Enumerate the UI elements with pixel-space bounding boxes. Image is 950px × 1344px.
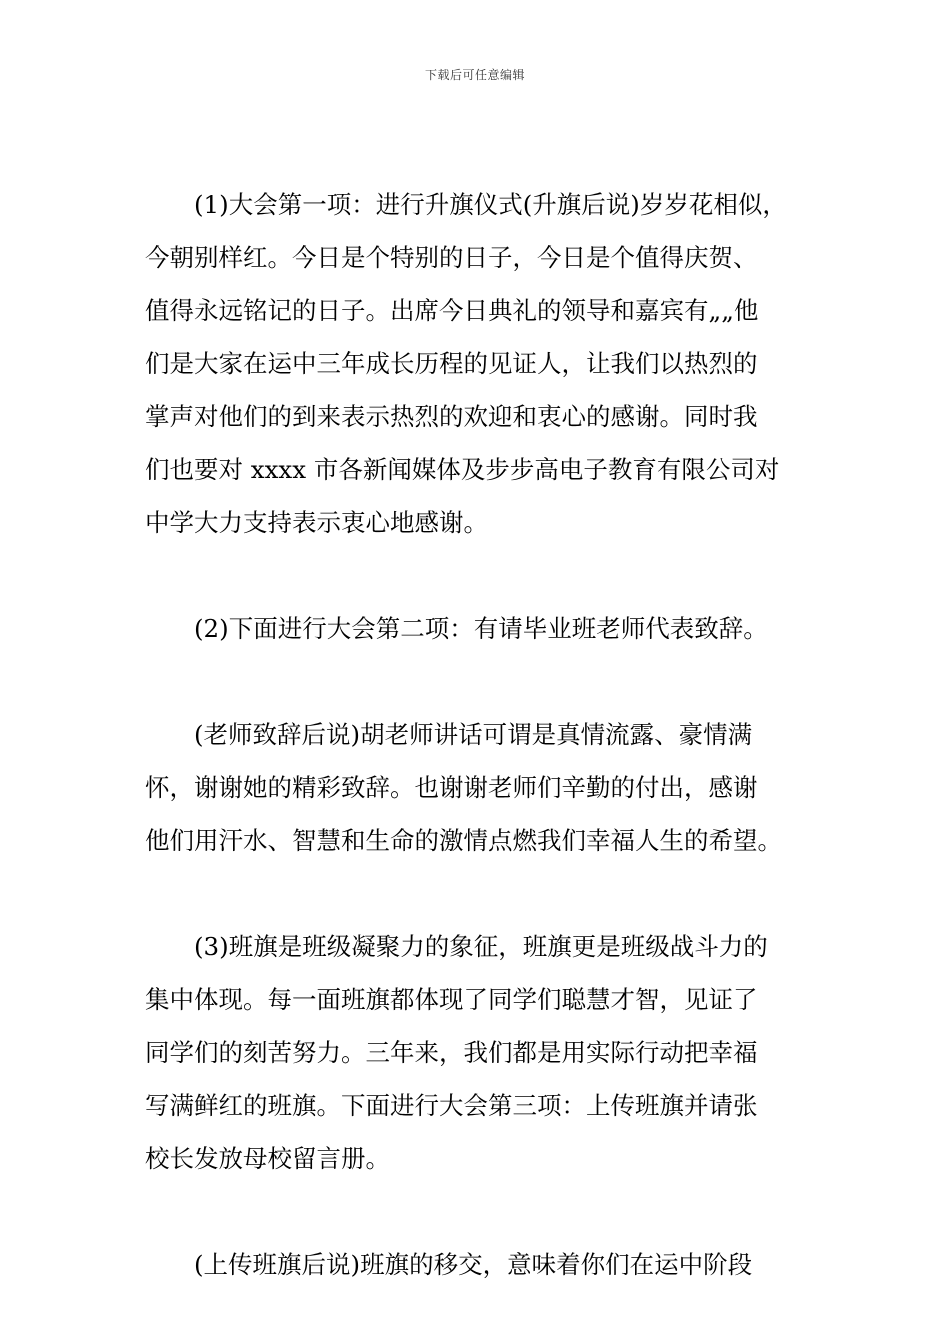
paragraph-gap [145,549,815,602]
header-note: 下载后可任意编辑 [424,68,525,82]
text-line: 集中体现。每一面班旗都体现了同学们聪慧才智，见证了 [145,985,758,1014]
text-line: 们也要对 xxxx 市各新闻媒体及步步高电子教育有限公司对 [145,455,780,484]
paragraph-3 [145,708,815,867]
text-line: 们是大家在运中三年成长历程的见证人，让我们以热烈的 [145,349,758,378]
paragraph-gap [145,655,815,708]
text-line: 同学们的刻苦努力。三年来，我们都是用实际行动把幸福 [145,1038,758,1067]
text-line: (2)下面进行大会第二项：有请毕业班老师代表致辞。 [145,614,768,643]
paragraph-gap [145,1185,815,1238]
body-text [145,178,815,1291]
text-line: (1)大会第一项：进行升旗仪式(升旗后说)岁岁花相似， [145,190,787,219]
text-line: 写满鲜红的班旗。下面进行大会第三项：上传班旗并请张 [145,1091,758,1120]
paragraph-1 [145,178,815,549]
paragraph-2 [145,602,815,655]
paragraph-5 [145,1238,815,1291]
text-line: 中学大力支持表示衷心地感谢。 [145,508,488,537]
text-line: 他们用汗水、智慧和生命的激情点燃我们幸福人生的希望。 [145,826,782,855]
text-line: (上传班旗后说)班旗的移交，意味着你们在运中阶段 [145,1250,753,1279]
text-line: 值得永远铭记的日子。出席今日典礼的领导和嘉宾有„„他 [145,296,759,325]
paragraph-gap [145,867,815,920]
paragraph-4 [145,920,815,1185]
text-line: 掌声对他们的到来表示热烈的欢迎和衷心的感谢。同时我 [145,402,758,431]
text-line: 校长发放母校留言册。 [145,1144,390,1173]
text-line: (3)班旗是班级凝聚力的象征，班旗更是班级战斗力的 [145,932,768,961]
text-line: 今朝别样红。今日是个特别的日子，今日是个值得庆贺、 [145,243,758,272]
text-line: (老师致辞后说)胡老师讲话可谓是真情流露、豪情满 [145,720,753,749]
text-line: 怀，谢谢她的精彩致辞。也谢谢老师们辛勤的付出，感谢 [145,773,758,802]
